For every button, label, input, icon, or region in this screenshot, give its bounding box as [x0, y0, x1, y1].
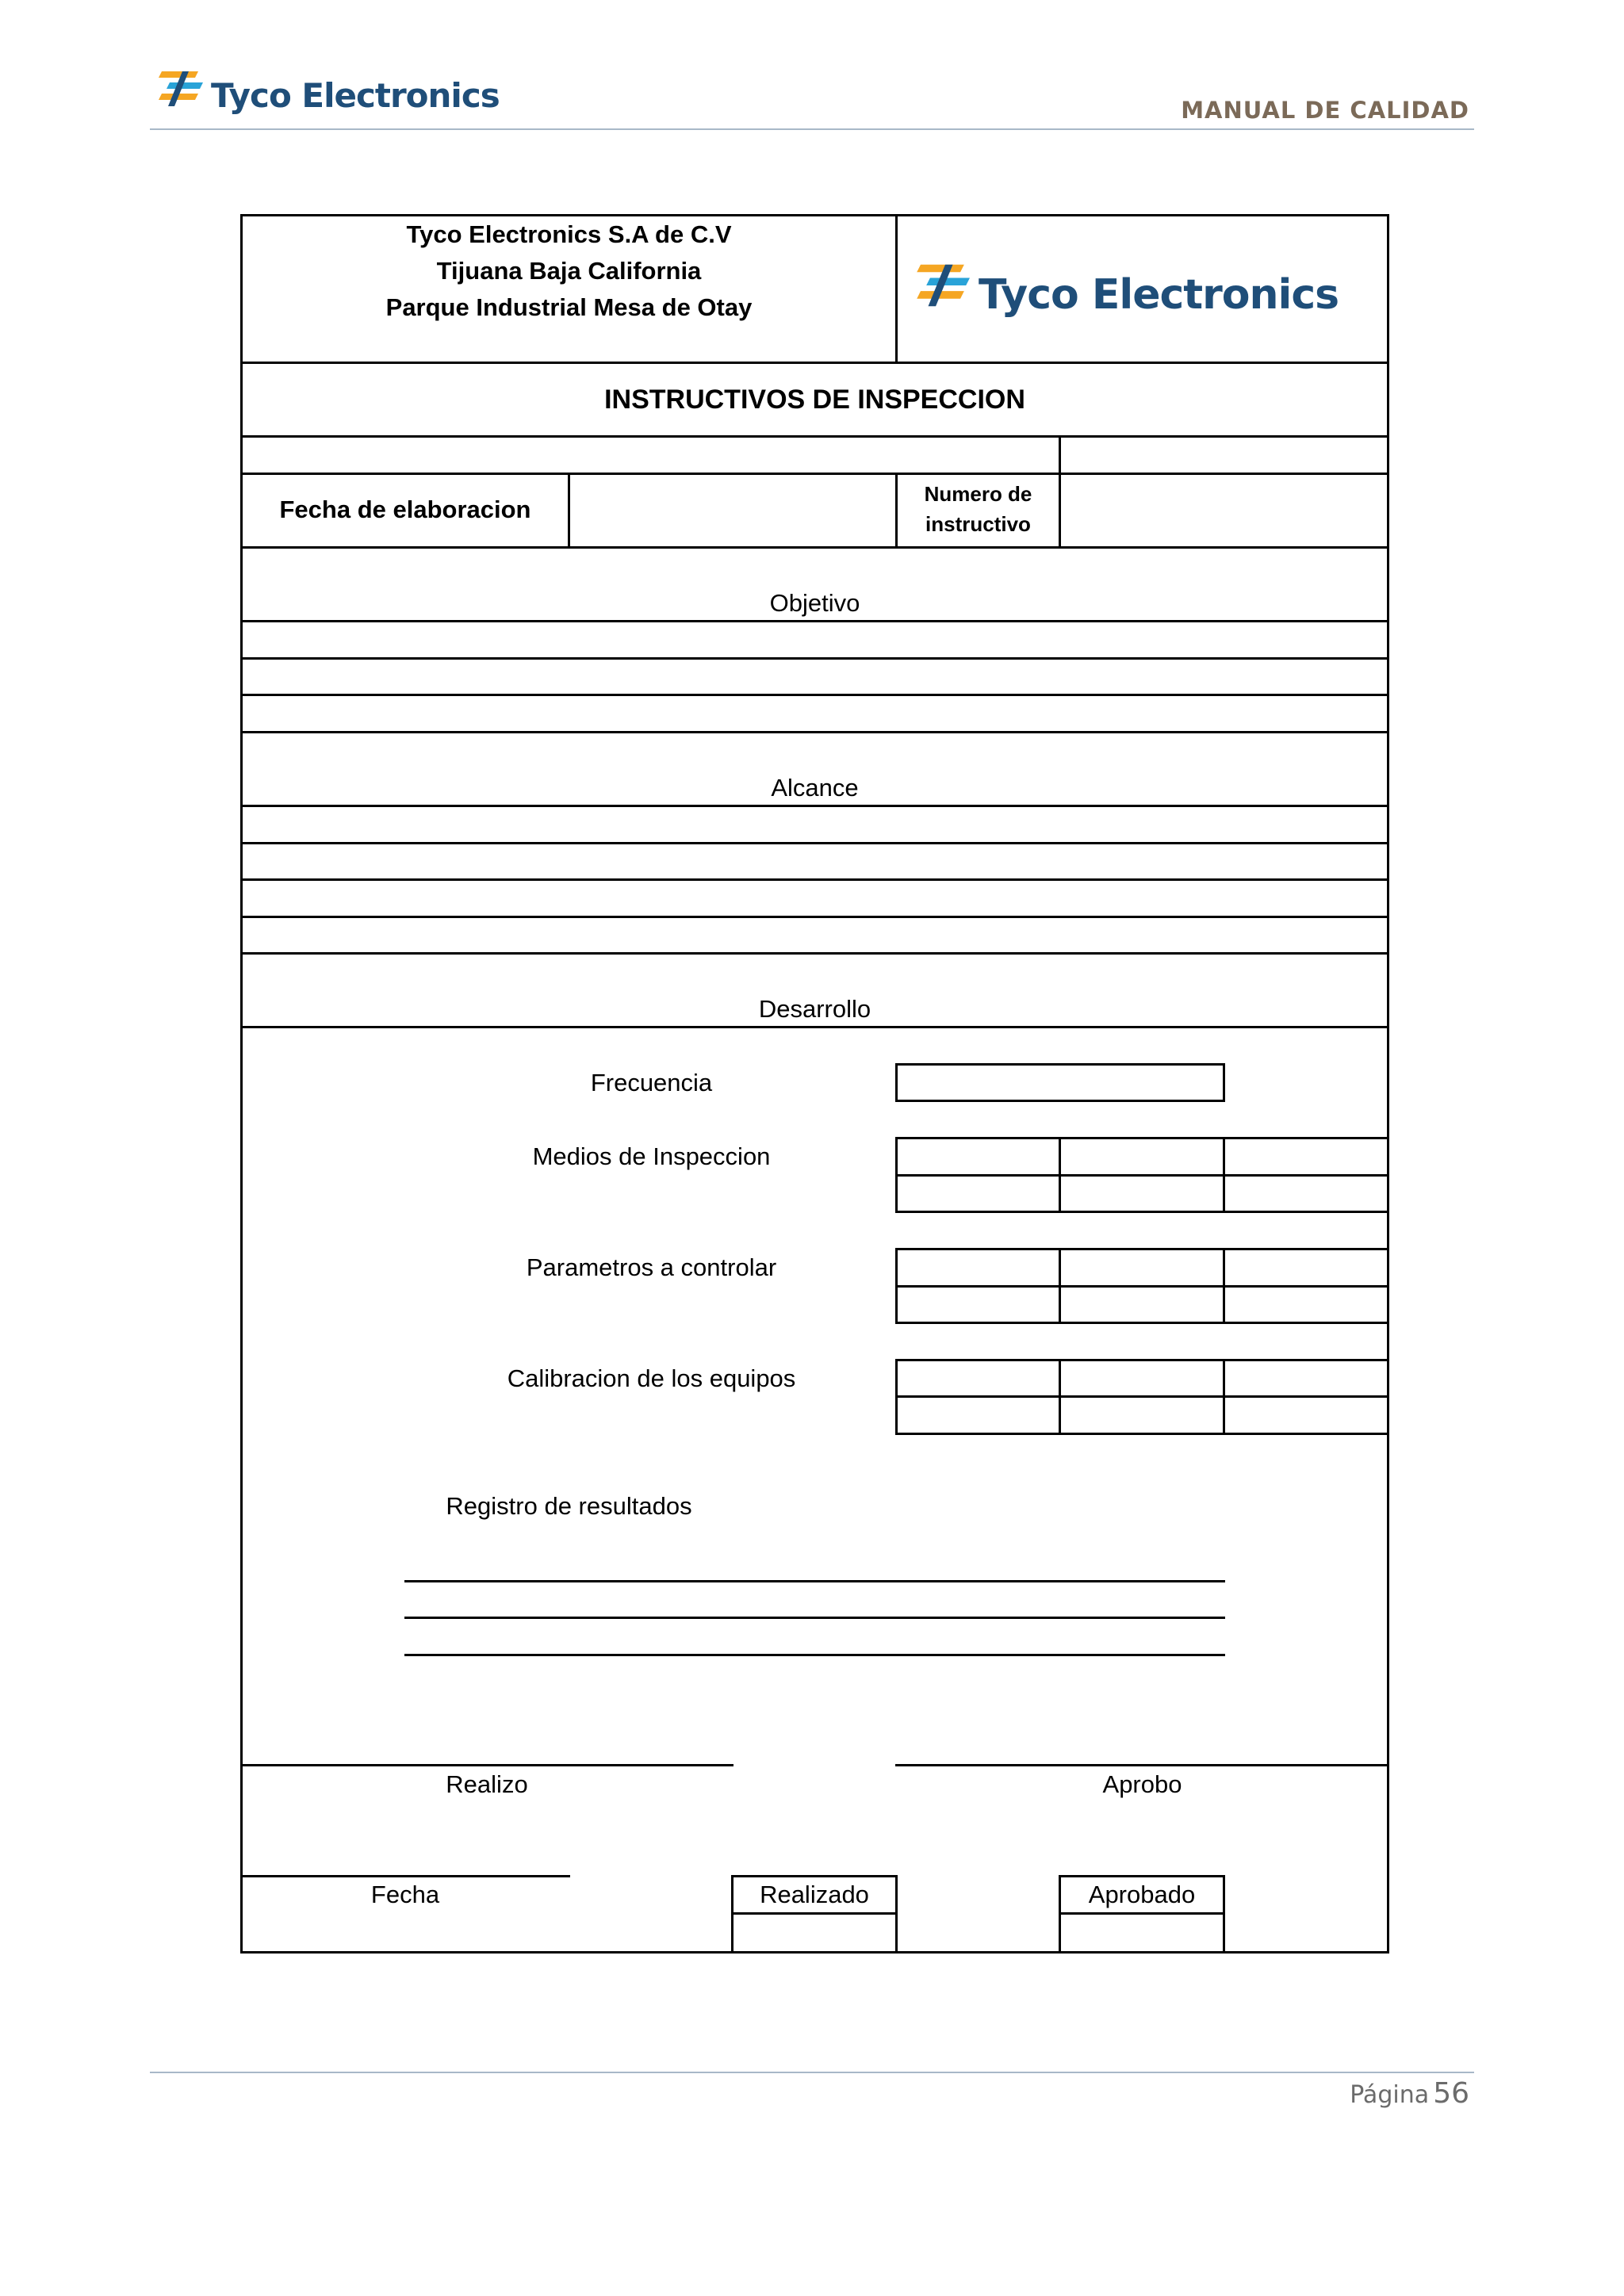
frecuencia-label: Frecuencia [590, 1069, 713, 1096]
header-divider [150, 128, 1474, 130]
page-number [1350, 2077, 1469, 2110]
fecha-elaboracion-label: Fecha de elaboracion [279, 496, 531, 523]
numero-instructivo-label-2: instructivo [925, 512, 1031, 536]
form-title: INSTRUCTIVOS DE INSPECCION [604, 385, 1025, 415]
header-brand: Tyco Electronics [211, 76, 500, 115]
form-logo [917, 252, 1339, 319]
company-city: Tijuana Baja California [436, 257, 702, 285]
page-label: Página [1350, 2081, 1430, 2109]
company-park: Parque Industrial Mesa de Otay [385, 293, 753, 321]
aprobado-label: Aprobado [1088, 1881, 1196, 1908]
tyco-logo-icon [159, 68, 206, 109]
registro-label: Registro de resultados [446, 1492, 692, 1520]
aprobo-label: Aprobo [1102, 1770, 1182, 1798]
company-name: Tyco Electronics S.A de C.V [406, 220, 732, 248]
parametros-label: Parametros a controlar [526, 1253, 777, 1281]
alcance-heading: Alcance [771, 774, 859, 802]
fecha-label: Fecha [370, 1881, 440, 1908]
header-section-title: MANUAL DE CALIDAD [1181, 97, 1469, 124]
page-number-value: 56 [1433, 2077, 1469, 2110]
desarrollo-heading: Desarrollo [758, 995, 871, 1023]
realizado-label: Realizado [760, 1881, 869, 1908]
realizo-label: Realizo [446, 1770, 528, 1798]
header-logo [159, 62, 500, 115]
form-logo-text: Tyco Electronics [979, 271, 1339, 319]
tyco-logo-icon [917, 261, 974, 310]
numero-instructivo-label-1: Numero de [924, 482, 1032, 506]
objetivo-heading: Objetivo [769, 589, 860, 617]
footer-divider [150, 2072, 1474, 2073]
medios-inspeccion-label: Medios de Inspeccion [532, 1142, 771, 1170]
calibracion-label: Calibracion de los equipos [507, 1364, 796, 1392]
